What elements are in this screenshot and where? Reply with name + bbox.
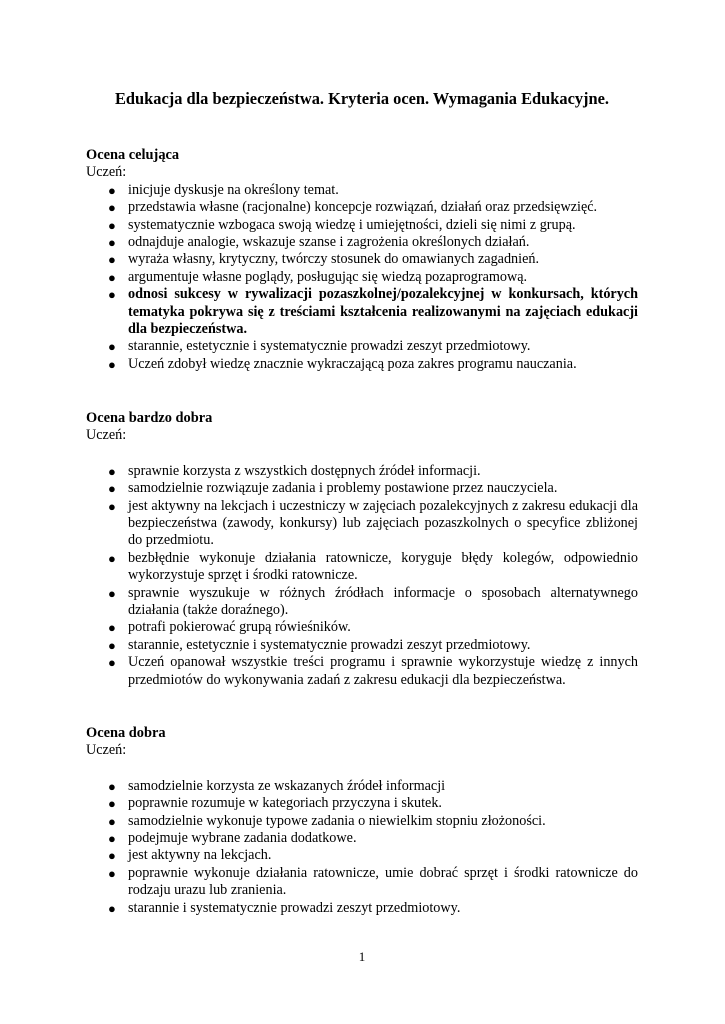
list-item-text: jest aktywny na lekcjach. [128, 847, 272, 864]
bullet-icon: ● [108, 252, 116, 268]
list-item [86, 338, 638, 355]
list-item-text: podejmuje wybrane zadania dodatkowe. [128, 830, 357, 847]
bullet-icon: ● [108, 655, 116, 671]
list-item [86, 463, 638, 480]
section-ocena-celujaca [86, 147, 638, 373]
bullet-icon: ● [108, 356, 116, 372]
list-item [86, 356, 638, 373]
list-item [86, 286, 638, 338]
list-item [86, 795, 638, 812]
bullet-icon: ● [108, 182, 116, 198]
list-item [86, 637, 638, 654]
list-item [86, 619, 638, 636]
list-item [86, 251, 638, 268]
criteria-list [86, 463, 638, 689]
list-item-text: argumentuje własne poglądy, posługując się wiedzą pozaprogramową. [128, 268, 528, 285]
bullet-icon: ● [108, 550, 116, 566]
list-item [86, 585, 638, 620]
bullet-icon: ● [108, 865, 116, 881]
list-item-text: Uczeń opanował wszystkie treści programu i sprawnie wykorzystuje wiedzę z innych przedmiotów do wykonywania zadań z zakresu edukacji dla bezpieczeństwa. [128, 654, 638, 688]
list-item [86, 900, 638, 917]
section-subheading: Uczeń: [86, 164, 127, 181]
list-item-text: samodzielnie rozwiązuje zadania i problemy postawione przez nauczyciela. [128, 480, 558, 497]
list-item-text: przedstawia własne (racjonalne) koncepcje rozwiązań, działań oraz przedsięwzięć. [128, 199, 598, 216]
list-item [86, 269, 638, 286]
bullet-icon: ● [108, 900, 116, 916]
list-item-text: inicjuje dyskusje na określony temat. [128, 181, 339, 198]
list-item-text: odnosi sukcesy w rywalizacji pozaszkolnej/pozalekcyjnej w konkursach, których tematyka pokrywa się z treściami kształcenia realizowanymi na zajęciach edukacji dla bezpieczeństwa. [128, 286, 638, 338]
bullet-icon: ● [108, 620, 116, 636]
list-item [86, 182, 638, 199]
list-item [86, 865, 638, 900]
list-item-text: wyraża własny, krytyczny, twórczy stosunek do omawianych zagadnień. [128, 251, 540, 268]
bullet-icon: ● [108, 269, 116, 285]
list-item-text: systematycznie wzbogaca swoją wiedzę i umiejętności, dzieli się nimi z grupą. [128, 216, 576, 233]
bullet-icon: ● [108, 463, 116, 479]
list-item-text: bezbłędnie wykonuje działania ratownicze, koryguje błędy kolegów, odpowiednio wykorzystuje sprzęt i środki ratownicze. [128, 549, 638, 584]
bullet-icon: ● [108, 287, 116, 303]
list-item-text: odnajduje analogie, wskazuje szanse i zagrożenia określonych działań. [128, 234, 530, 251]
bullet-icon: ● [108, 813, 116, 829]
bullet-icon: ● [108, 778, 116, 794]
section-ocena-dobra [86, 725, 638, 917]
page-number: 1 [358, 949, 366, 964]
list-item-text: poprawnie wykonuje działania ratownicze, umie dobrać sprzęt i środki ratownicze do rodzaju urazu lub zranienia. [128, 864, 638, 899]
section-heading: Ocena celująca [86, 147, 180, 163]
bullet-icon: ● [108, 848, 116, 864]
list-item-text: poprawnie rozumuje w kategoriach przyczyna i skutek. [128, 795, 442, 812]
section-subheading: Uczeń: [86, 427, 127, 444]
list-item [86, 199, 638, 216]
bullet-icon: ● [108, 498, 116, 514]
bullet-icon: ● [108, 796, 116, 812]
list-item-text: Uczeń zdobył wiedzę znacznie wykraczającą poza zakres programu nauczania. [128, 355, 577, 372]
list-item [86, 830, 638, 847]
bullet-icon: ● [108, 339, 116, 355]
list-item [86, 654, 638, 689]
list-item [86, 480, 638, 497]
bullet-icon: ● [108, 637, 116, 653]
bullet-icon: ● [108, 831, 116, 847]
section-subheading: Uczeń: [86, 742, 127, 759]
list-item [86, 847, 638, 864]
bullet-icon: ● [108, 585, 116, 601]
list-item [86, 498, 638, 550]
bullet-icon: ● [108, 217, 116, 233]
bullet-icon: ● [108, 200, 116, 216]
list-item-text: starannie, estetycznie i systematycznie prowadzi zeszyt przedmiotowy. [128, 636, 531, 653]
bullet-icon: ● [108, 481, 116, 497]
section-heading: Ocena bardzo dobra [86, 410, 213, 426]
list-item-text: potrafi pokierować grupą rówieśników. [128, 619, 351, 636]
section-ocena-bardzo-dobra [86, 410, 638, 689]
list-item-text: starannie, estetycznie i systematycznie prowadzi zeszyt przedmiotowy. [128, 338, 531, 355]
list-item-text: sprawnie wyszukuje w różnych źródłach informacje o sposobach alternatywnego działania (także doraźnego). [128, 584, 638, 619]
bullet-icon: ● [108, 235, 116, 251]
section-heading: Ocena dobra [86, 725, 166, 741]
document-title: Edukacja dla bezpieczeństwa. Kryteria ocen. Wymagania Edukacyjne. [115, 89, 609, 108]
list-item-text: sprawnie korzysta z wszystkich dostępnych źródeł informacji. [128, 462, 481, 479]
criteria-list [86, 778, 638, 917]
list-item [86, 234, 638, 251]
list-item-text: samodzielnie wykonuje typowe zadania o niewielkim stopniu złożoności. [128, 812, 546, 829]
list-item-text: samodzielnie korzysta ze wskazanych źródeł informacji [128, 777, 446, 794]
list-item [86, 550, 638, 585]
list-item [86, 813, 638, 830]
criteria-list [86, 182, 638, 373]
list-item-text: starannie i systematycznie prowadzi zeszyt przedmiotowy. [128, 899, 461, 916]
list-item [86, 217, 638, 234]
list-item [86, 778, 638, 795]
list-item-text: jest aktywny na lekcjach i uczestniczy w zajęciach pozalekcyjnych z zakresu edukacji dla bezpieczeństwa (zawody, konkursy) lub zajęciach pozaszkolnych o specyfice zbliżonej do przedmiotu. [128, 497, 638, 549]
